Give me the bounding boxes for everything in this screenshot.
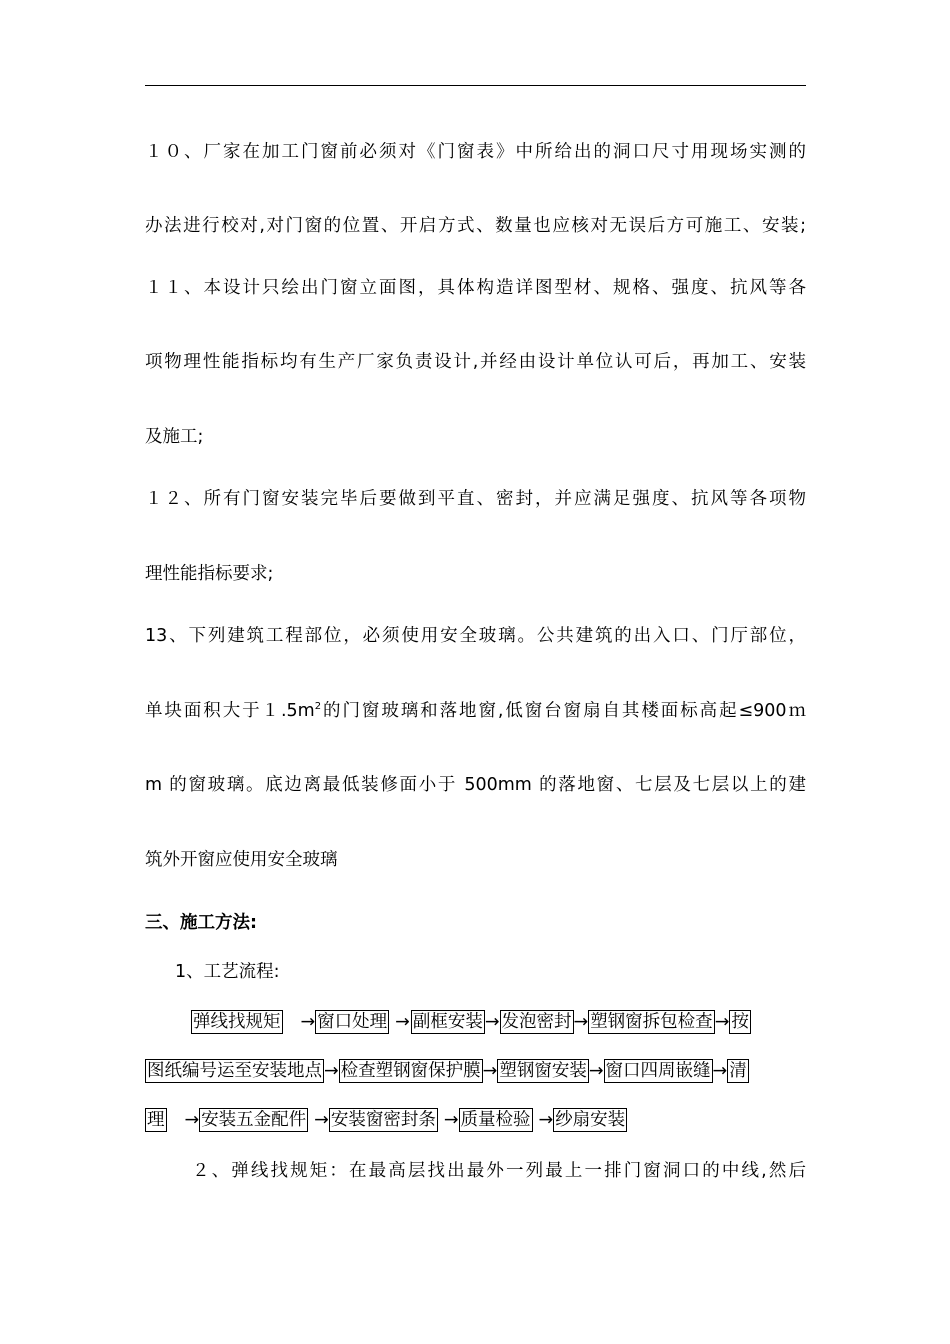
flow-step-10-part-1: 清 (729, 1061, 747, 1081)
flow-arrow: → (712, 1061, 728, 1081)
flow-step-12: 安装窗密封条 (330, 1110, 436, 1130)
paragraph-2-line-1: ２、弹线找规矩：在最高层找出最外一列最上一排门窗洞口的中线,然后 (192, 1161, 806, 1181)
paragraph-12-line-2: 理性能指标要求; (145, 564, 274, 584)
flow-step-7: 检查塑钢窗保护膜 (340, 1061, 481, 1081)
flow-step-9: 窗口四周嵌缝 (605, 1061, 711, 1081)
subheading-process-flow: 1、工艺流程: (175, 962, 280, 982)
flow-step-8: 塑钢窗安装 (499, 1061, 587, 1081)
flow-arrow: → (714, 1012, 730, 1032)
flow-step-2: 窗口处理 (317, 1012, 388, 1032)
paragraph-13-line-1: 13、下列建筑工程部位，必须使用安全玻璃。公共建筑的出入口、门厅部位， (145, 626, 806, 646)
flow-arrow: → (324, 1061, 339, 1081)
flow-arrow: → (484, 1012, 500, 1032)
section-heading: 三、施工方法: (145, 913, 257, 933)
process-flow-row-3 (145, 1108, 627, 1132)
flow-step-6-part-1: 按 (731, 1012, 749, 1032)
flow-arrow: → (184, 1110, 200, 1130)
paragraph-11-line-2: 项物理性能指标均有生产厂家负责设计,并经由设计单位认可后，再加工、安装 (145, 352, 806, 372)
flow-arrow: → (588, 1061, 604, 1081)
flow-step-1: 弹线找规矩 (193, 1012, 281, 1032)
paragraph-13-line-3: m 的窗玻璃。底边离最低装修面小于 500mm 的落地窗、七层及七层以上的建 (145, 775, 806, 795)
flow-step-10-part-2: 理 (147, 1110, 165, 1130)
flow-step-13: 质量检验 (460, 1110, 531, 1130)
flow-step-4: 发泡密封 (501, 1012, 572, 1032)
flow-arrow: → (482, 1061, 498, 1081)
paragraph-13-line-4: 筑外开窗应使用安全玻璃 (145, 850, 338, 870)
paragraph-12-line-1: １２、所有门窗安装完毕后要做到平直、密封，并应满足强度、抗风等各项物 (145, 489, 806, 509)
flow-arrow: → (443, 1110, 459, 1130)
flow-step-11: 安装五金配件 (201, 1110, 307, 1130)
paragraph-13-line-2 (145, 699, 806, 723)
flow-arrow: → (573, 1012, 589, 1032)
paragraph-11-line-1: １１、本设计只绘出门窗立面图，具体构造详图型材、规格、强度、抗风等各 (145, 278, 806, 298)
flow-step-5: 塑钢窗拆包检查 (590, 1012, 713, 1032)
paragraph-10-line-1: １０、厂家在加工门窗前必须对《门窗表》中所给出的洞口尺寸用现场实测的 (145, 142, 806, 162)
paragraph-13-line-2-a: 单块面积大于１.5m (145, 701, 315, 721)
flow-step-3: 副框安装 (412, 1012, 483, 1032)
flow-step-14: 纱扇安装 (555, 1110, 626, 1130)
paragraph-10-line-2: 办法进行校对,对门窗的位置、开启方式、数量也应核对无误后方可施工、安装; (145, 216, 806, 236)
flow-arrow: → (300, 1012, 316, 1032)
flow-arrow: → (538, 1110, 554, 1130)
paragraph-11-line-3: 及施工; (145, 427, 204, 447)
flow-arrow: → (395, 1012, 410, 1032)
paragraph-13-line-2-b: 的门窗玻璃和落地窗,低窗台窗扇自其楼面标高起≤900ｍ (321, 701, 806, 721)
process-flow-row-1 (191, 1010, 751, 1034)
flow-step-6-part-2: 图纸编号运至安装地点 (147, 1061, 322, 1081)
header-rule (145, 85, 806, 86)
superscript-2: 2 (314, 701, 322, 712)
process-flow-row-2 (145, 1059, 749, 1083)
flow-arrow: → (314, 1110, 329, 1130)
